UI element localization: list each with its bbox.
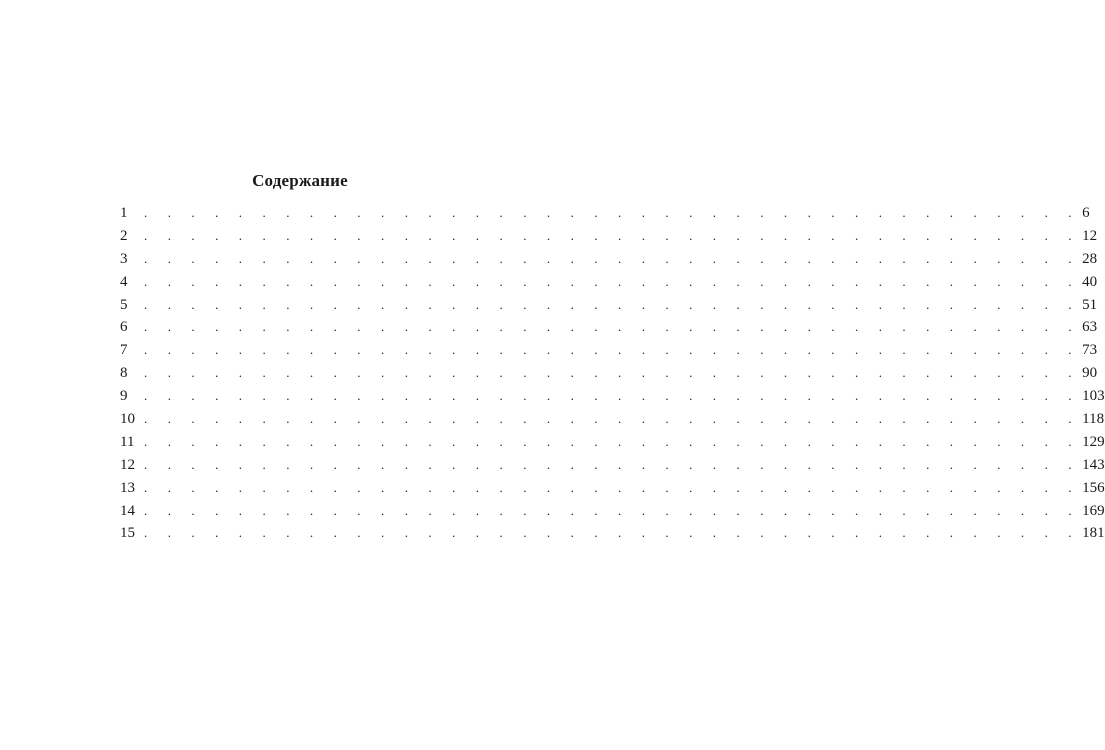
toc-dot-leader: . . . . . . . . . . . . . . . . . . . . . . . . . . . . . . . . . . . . . . . . [144,411,1081,427]
toc-chapter-number: 3 [120,250,128,267]
toc-chapter-number: 11 [120,433,135,450]
toc-page-number: 118 [1082,411,1105,428]
toc-dot-leader: . . . . . . . . . . . . . . . . . . . . . . . . . . . . . . . . . . . . . . . . [144,296,1081,312]
toc-entry [120,248,1098,271]
toc-dot-leader: . . . . . . . . . . . . . . . . . . . . . . . . . . . . . . . . . . . . . . . . [144,227,1081,243]
toc-entry [120,294,1098,317]
toc-dot-leader: . . . . . . . . . . . . . . . . . . . . . . . . . . . . . . . . . . . . . . . . [144,456,1081,472]
toc-page-number: 73 [1082,342,1098,359]
toc-page-number: 28 [1082,250,1098,267]
toc-entry [120,522,1105,545]
toc-dot-leader: . . . . . . . . . . . . . . . . . . . . . . . . . . . . . . . . . . . . . . . . [144,342,1081,358]
toc-entry [120,477,1105,500]
toc-page-number: 169 [1082,502,1105,519]
toc-entry [120,316,1098,339]
toc-entry [120,408,1105,431]
toc-chapter-number: 14 [120,502,135,519]
toc-entry [120,362,1098,385]
toc-dot-leader: . . . . . . . . . . . . . . . . . . . . . . . . . . . . . . . . . . . . . . . . [144,433,1081,449]
toc-entry [120,202,1090,225]
toc-dot-leader: . . . . . . . . . . . . . . . . . . . . . . . . . . . . . . . . . . . . . . . . [144,250,1081,266]
toc-dot-leader: . . . . . . . . . . . . . . . . . . . . . . . . . . . . . . . . . . . . . . . . [144,388,1081,404]
toc-page-number: 51 [1082,296,1098,313]
toc-chapter-number: 2 [120,227,128,244]
toc-chapter-number: 10 [120,411,135,428]
toc-list [120,202,1105,545]
toc-dot-leader: . . . . . . . . . . . . . . . . . . . . . . . . . . . . . . . . . . . . . . . . [144,319,1081,335]
toc-chapter-number: 1 [120,205,128,221]
toc-chapter-number: 4 [120,273,128,290]
toc-page-number: 6 [1082,205,1090,221]
toc-entry [120,500,1105,523]
toc-entry [120,339,1098,362]
toc-dot-leader: . . . . . . . . . . . . . . . . . . . . . . . . . . . . . . . . . . . . . . . . [144,502,1081,518]
toc-entry [120,385,1105,408]
toc-page-number: 143 [1082,456,1105,473]
toc-entry [120,225,1098,248]
toc-page-number: 63 [1082,319,1098,336]
toc-page-number: 129 [1082,433,1105,450]
toc-title: Содержание [252,171,348,190]
toc-chapter-number: 7 [120,342,128,359]
toc-chapter-number: 6 [120,319,128,336]
toc-dot-leader: . . . . . . . . . . . . . . . . . . . . . . . . . . . . . . . . . . . . . . . . [144,273,1081,289]
toc-page-number: 181 [1082,525,1105,542]
toc-chapter-number: 12 [120,456,135,473]
toc-dot-leader: . . . . . . . . . . . . . . . . . . . . . . . . . . . . . . . . . . . . . . . . [144,479,1081,495]
toc-chapter-number: 8 [120,365,128,382]
toc-chapter-number: 5 [120,296,128,313]
toc-page-number: 103 [1082,388,1105,405]
toc-page-number: 12 [1082,227,1098,244]
toc-chapter-number: 9 [120,388,128,405]
toc-page-number: 90 [1082,365,1098,382]
toc-entry [120,454,1105,477]
toc-dot-leader: . . . . . . . . . . . . . . . . . . . . . . . . . . . . . . . . . . . . . . . . [144,525,1081,541]
toc-dot-leader: . . . . . . . . . . . . . . . . . . . . . . . . . . . . . . . . . . . . . . . . [144,365,1081,381]
toc-entry [120,431,1105,454]
toc-chapter-number: 13 [120,479,135,496]
toc-entry [120,271,1098,294]
toc-dot-leader: . . . . . . . . . . . . . . . . . . . . . . . . . . . . . . . . . . . . . . . . [144,205,1081,220]
toc-chapter-number: 15 [120,525,135,542]
toc-page-number: 40 [1082,273,1098,290]
toc-page-number: 156 [1082,479,1105,496]
